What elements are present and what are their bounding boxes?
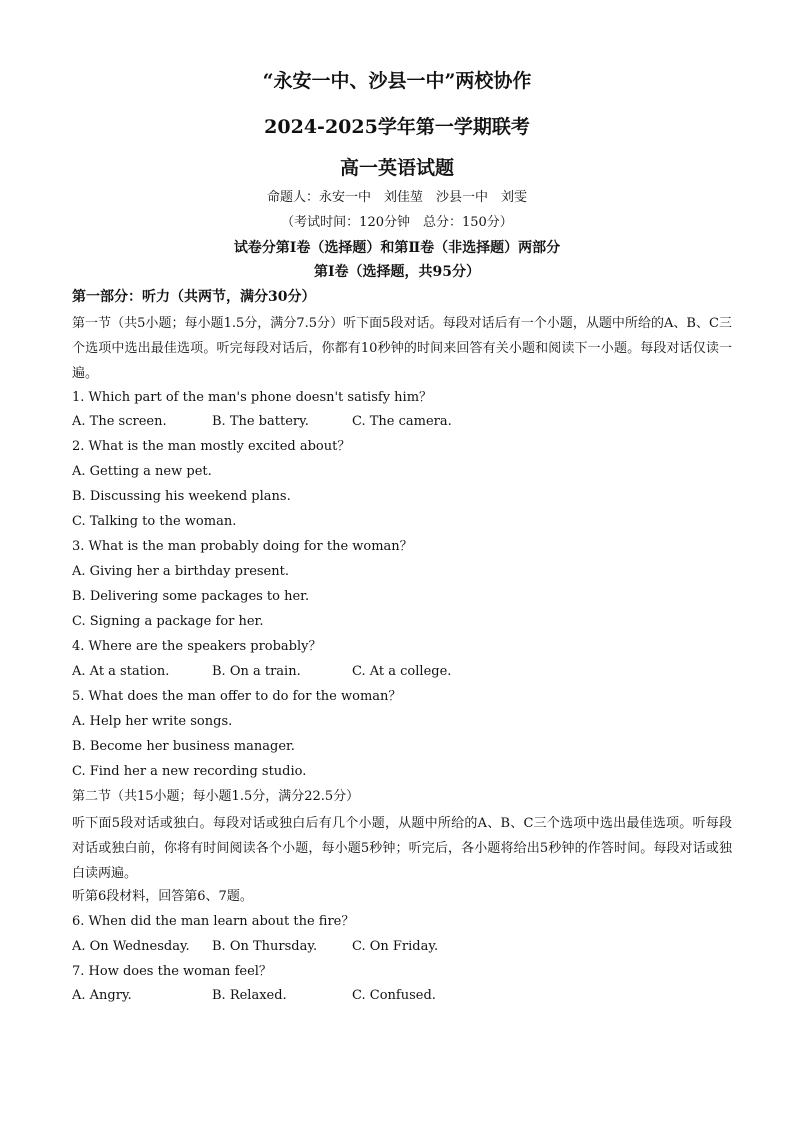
section-two-instructions: 听下面5段对话或独白。每段对话或独白后有几个小题，从题中所给的A、B、C三个选项中选出最佳选项。听每段对话或独白前，你将有时间阅读各个小题，每小题5秒钟；听完后，各小题将给出5秒钟的作答时间。每段对话或独白读两遍。 (72, 816, 732, 881)
exam-structure-note: 试卷分第Ⅰ卷（选择题）和第Ⅱ卷（非选择题）两部分 (233, 240, 561, 256)
question-4: 4. Where are the speakers probably？ (72, 639, 322, 654)
section-one-instructions: 第一节（共5小题；每小题1.5分，满分7.5分）听下面5段对话。每段对话后有一个小题，从题中所给的A、B、C三个选项中选出最佳选项。听完每段对话后，你都有10秒钟的时间来回答有关小题和阅读下一小题。每段对话仅读一遍。 (72, 316, 732, 381)
question-6: 6. When did the man learn about the fire？ (72, 914, 355, 929)
volume-one-heading: 第Ⅰ卷（选择题，共95分） (313, 264, 481, 280)
option-a: A. Angry. (72, 988, 132, 1003)
option-c: C. Signing a package for her. (72, 614, 264, 629)
question-6-options (72, 937, 732, 957)
option-a: A. Help her write songs. (72, 714, 233, 729)
question-2: 2. What is the man mostly excited about？ (72, 439, 351, 454)
option-b: B. Become her business manager. (72, 739, 295, 754)
option-b: B. Relaxed. (212, 988, 287, 1003)
option-c: C. At a college. (352, 664, 452, 679)
option-b: B. The battery. (212, 414, 309, 429)
option-c: C. On Friday. (352, 939, 439, 954)
option-a: A. Giving her a birthday present. (72, 564, 289, 579)
question-3: 3. What is the man probably doing for the woman？ (72, 539, 413, 554)
question-1: 1. Which part of the man's phone doesn't satisfy him？ (72, 390, 433, 405)
option-b: B. Delivering some packages to her. (72, 589, 310, 604)
option-a: A. At a station. (72, 664, 170, 679)
exam-title-subject: 高一英语试题 (339, 157, 454, 179)
option-c: C. Talking to the woman. (72, 514, 237, 529)
option-a: A. Getting a new pet. (72, 464, 212, 479)
exam-authors: 命题人：永安一中 刘佳堃 沙县一中 刘雯 (266, 190, 527, 205)
option-c: C. Find her a new recording studio. (72, 764, 307, 779)
question-5: 5. What does the man offer to do for the woman？ (72, 689, 402, 704)
option-a: A. On Wednesday. (72, 939, 190, 954)
question-1-options (72, 412, 732, 432)
option-c: C. Confused. (352, 988, 436, 1003)
question-7-options (72, 986, 732, 1006)
section-two-heading: 第二节（共15小题；每小题1.5分，满分22.5分） (72, 789, 360, 804)
option-b: B. On Thursday. (212, 939, 318, 954)
question-7: 7. How does the woman feel？ (72, 964, 272, 979)
question-4-options (72, 662, 732, 682)
option-c: C. The camera. (352, 414, 452, 429)
material-6-instruction: 听第6段材料，回答第6、7题。 (72, 889, 253, 904)
exam-time-info: （考试时间：120分钟 总分：150分） (281, 215, 513, 230)
exam-title-schools: “永安一中、沙县一中”两校协作 (262, 70, 532, 92)
part-one-heading: 第一部分：听力（共两节，满分30分） (72, 289, 316, 305)
option-b: B. On a train. (212, 664, 301, 679)
exam-title-term: 2024-2025学年第一学期联考 (264, 116, 530, 138)
option-a: A. The screen. (72, 414, 167, 429)
option-b: B. Discussing his weekend plans. (72, 489, 291, 504)
